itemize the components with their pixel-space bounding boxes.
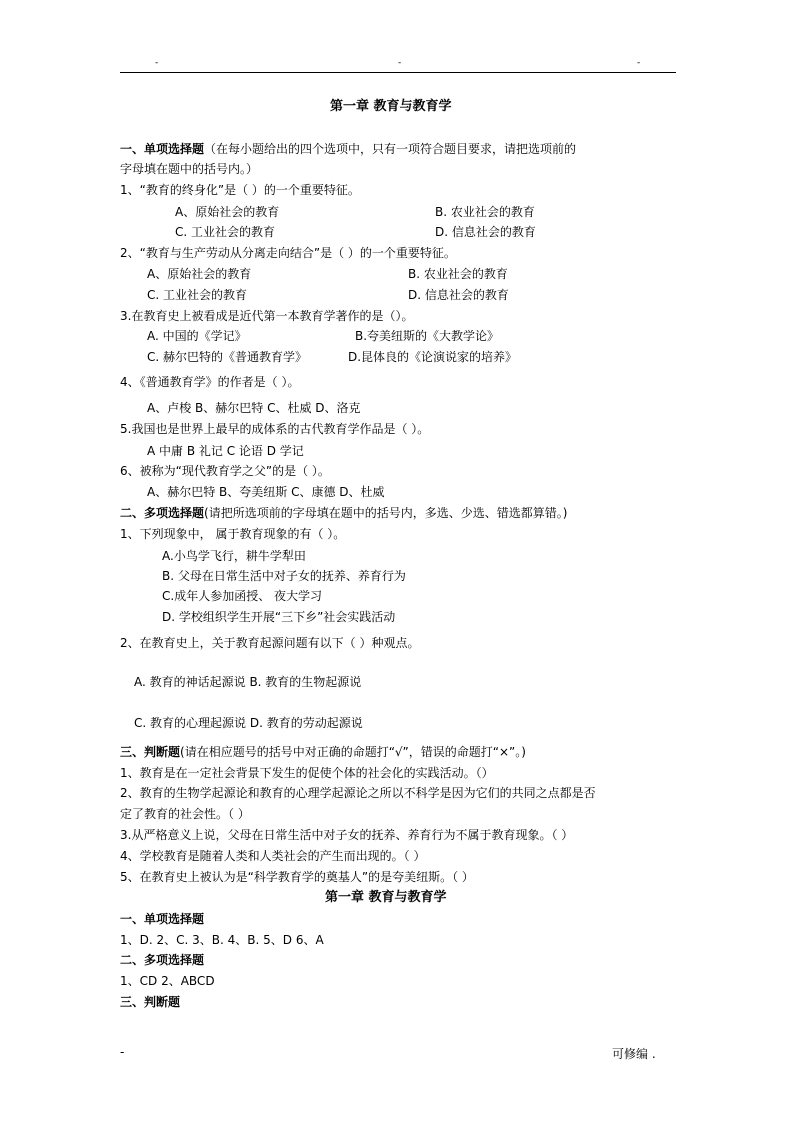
mq2-options-line2: C. 教育的心理起源说 D. 教育的劳动起源说 bbox=[134, 716, 363, 730]
q6-stem: 6、被称为“现代教育学之父”的是（ ）。 bbox=[120, 464, 330, 478]
section1-heading: 一、单项选择题 bbox=[120, 142, 205, 156]
answers-section1-list: 1、D. 2、C. 3、B. 4、B. 5、D 6、A bbox=[120, 933, 324, 947]
mq2-stem: 2、在教育史上，关于教育起源问题有以下（ ）种观点。 bbox=[120, 636, 420, 650]
q4-options: A、卢梭 B、赫尔巴特 C、杜威 D、洛克 bbox=[147, 401, 361, 415]
section2-intro bbox=[120, 506, 567, 520]
answers-section2-heading: 二、多项选择题 bbox=[120, 953, 205, 967]
mq1-option-d: D. 学校组织学生开展“三下乡”社会实践活动 bbox=[162, 610, 396, 624]
section2-instruction: (请把所选项前的字母填在题中的括号内，多选、少选、错选都算错。) bbox=[204, 506, 568, 520]
section3-intro bbox=[120, 745, 526, 759]
tf-item-2-line2: 定了教育的社会性。（ ） bbox=[120, 807, 250, 821]
q1-option-d: D. 信息社会的教育 bbox=[435, 225, 536, 239]
mq2-options-line1: A. 教育的神话起源说 B. 教育的生物起源说 bbox=[134, 675, 362, 689]
q3-option-c: C. 赫尔巴特的《普通教育学》 bbox=[147, 350, 308, 364]
q5-stem: 5.我国也是世界上最早的成体系的古代教育学作品是（ ）。 bbox=[120, 422, 430, 436]
section3-instruction: (请在相应题号的括号中对正确的命题打“√”，错误的命题打“×”。) bbox=[180, 745, 526, 759]
q2-option-b: B. 农业社会的教育 bbox=[408, 267, 508, 281]
q3-option-b: B.夸美纽斯的《大教学论》 bbox=[355, 329, 500, 343]
q2-stem: 2、“教育与生产劳动从分离走向结合”是（ ）的一个重要特征。 bbox=[120, 246, 456, 260]
tf-item-1: 1、教育是在一定社会背景下发生的促使个体的社会化的实践活动。（） bbox=[120, 766, 494, 780]
chapter-title: 第一章 教育与教育学 bbox=[330, 99, 452, 114]
footer-mark: - bbox=[120, 1045, 125, 1059]
section1-instruction-line1: （在每小题给出的四个选项中，只有一项符合题目要求，请把选项前的 bbox=[204, 142, 577, 156]
mq1-option-a: A.小鸟学飞行，耕牛学犁田 bbox=[162, 549, 306, 563]
q3-option-a: A. 中国的《学记》 bbox=[147, 329, 247, 343]
answers-section2-list: 1、CD 2、ABCD bbox=[120, 974, 215, 988]
header-mark-right: - bbox=[637, 58, 641, 68]
q3-stem: 3.在教育史上被看成是近代第一本教育学著作的是（）。 bbox=[120, 309, 414, 323]
section3-heading: 三、判断题 bbox=[120, 745, 181, 759]
q1-option-b: B. 农业社会的教育 bbox=[435, 205, 535, 219]
tf-item-4: 4、学校教育是随着人类和人类社会的产生而出现的。（ ） bbox=[120, 849, 426, 863]
q4-stem: 4、《普通教育学》的作者是（ ）。 bbox=[120, 375, 300, 389]
mq1-stem: 1、下列现象中， 属于教育现象的有（ ）。 bbox=[120, 527, 346, 541]
q2-option-a: A、原始社会的教育 bbox=[147, 267, 252, 281]
section1-instruction-line2: 字母填在题中的括号内。） bbox=[120, 162, 259, 176]
answers-title: 第一章 教育与教育学 bbox=[325, 890, 447, 905]
q1-option-a: A、原始社会的教育 bbox=[175, 205, 280, 219]
q2-option-d: D. 信息社会的教育 bbox=[408, 288, 509, 302]
mq1-option-c: C.成年人参加函授、 夜大学习 bbox=[162, 589, 323, 603]
q1-stem: 1、“教育的终身化”是（ ）的一个重要特征。 bbox=[120, 183, 360, 197]
q5-options: A 中庸 B 礼记 C 论语 D 学记 bbox=[147, 444, 304, 458]
mq1-option-b: B. 父母在日常生活中对子女的抚养、养育行为 bbox=[162, 569, 406, 583]
section2-heading: 二、多项选择题 bbox=[120, 506, 205, 520]
q3-option-d: D.昆体良的《论演说家的培养》 bbox=[348, 350, 518, 364]
header-mark-center: - bbox=[398, 58, 402, 68]
tf-item-5: 5、在教育史上被认为是“科学教育学的奠基人”的是夸美纽斯。（ ） bbox=[120, 870, 474, 884]
footer-editable-note: 可修编 . bbox=[612, 1047, 656, 1061]
header-rule bbox=[120, 72, 676, 73]
tf-item-3: 3.从严格意义上说，父母在日常生活中对子女的抚养、养育行为不属于教育现象。（ ） bbox=[120, 828, 574, 842]
answers-section1-heading: 一、单项选择题 bbox=[120, 912, 205, 926]
q6-options: A、赫尔巴特 B、夸美纽斯 C、康德 D、杜威 bbox=[147, 485, 385, 499]
section1-intro bbox=[120, 142, 576, 156]
q1-option-c: C. 工业社会的教育 bbox=[175, 225, 276, 239]
header-mark-left: - bbox=[155, 58, 159, 68]
answers-section3-heading: 三、判断题 bbox=[120, 995, 181, 1009]
q2-option-c: C. 工业社会的教育 bbox=[147, 288, 248, 302]
tf-item-2-line1: 2、教育的生物学起源论和教育的心理学起源论之所以不科学是因为它们的共同之点都是否 bbox=[120, 786, 596, 800]
